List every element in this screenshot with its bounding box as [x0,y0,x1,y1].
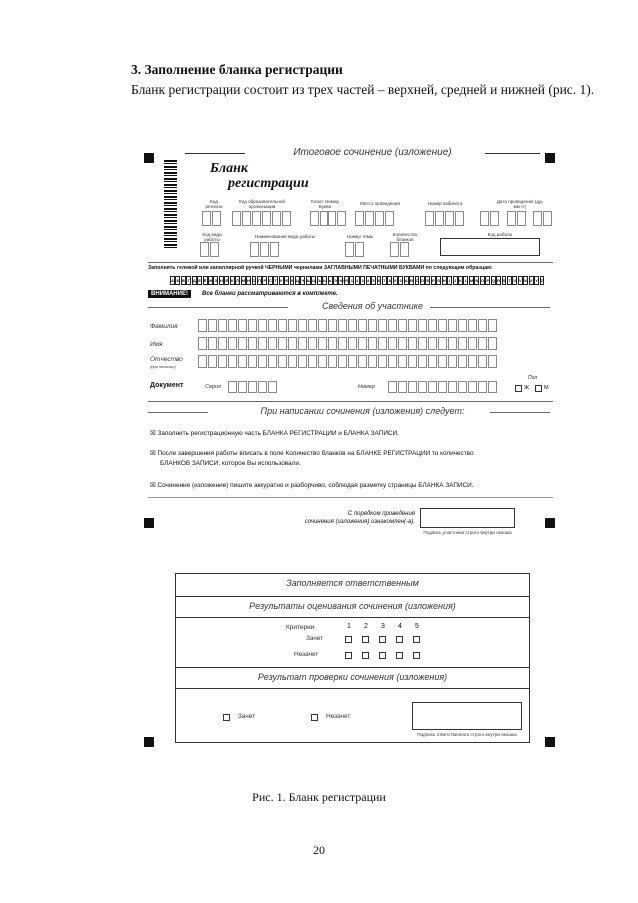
input-cell[interactable] [272,211,281,226]
input-cell[interactable] [478,337,487,350]
input-cell[interactable] [198,355,207,368]
input-cell[interactable] [258,381,267,393]
input-cell[interactable] [378,355,387,368]
input-cell[interactable] [298,337,307,350]
input-cell[interactable] [268,381,277,393]
patronymic-label: Отчество [150,356,183,363]
rule-2b: БЛАНКОВ ЗАПИСИ, которое Вы использовали. [160,460,301,467]
input-cell[interactable] [270,242,279,257]
sample-char: Ф [285,278,289,283]
sample-char: М [241,278,245,283]
sample-char: 7 [383,278,386,283]
input-cell[interactable] [408,355,417,368]
input-cell[interactable] [232,211,241,226]
series-label: Серия [205,384,222,390]
input-cell[interactable] [318,319,327,332]
sample-char: И [219,278,223,283]
input-cell[interactable] [418,319,427,332]
work-code-box[interactable] [440,238,540,256]
check-fail-label: Незачет [326,713,351,720]
input-cell[interactable] [260,242,269,257]
input-cell[interactable] [398,355,407,368]
sample-char: O [480,278,484,283]
input-cell[interactable] [278,355,287,368]
sample-char: А [171,278,174,283]
input-cell[interactable] [368,355,377,368]
input-cell[interactable] [398,337,407,350]
input-cell[interactable] [288,337,297,350]
criterion-pass-checkbox[interactable] [345,636,352,643]
criterion-fail-checkbox[interactable] [362,652,369,659]
input-cell[interactable] [428,381,437,393]
sample-char: T [508,278,511,283]
input-cell[interactable] [385,211,394,226]
input-cell[interactable] [248,381,257,393]
responsible-signature-box[interactable] [412,702,522,730]
input-cell[interactable] [468,319,477,332]
participant-section-title: Сведения об участнике [321,301,424,311]
input-cell[interactable] [328,319,337,332]
input-cell[interactable] [533,211,542,226]
input-cell[interactable] [250,242,259,257]
sample-char: Ч [301,278,305,283]
criterion-number: 3 [381,623,385,630]
name-label: Имя [150,341,163,348]
input-cell[interactable] [375,211,384,226]
patronymic-hint: (при наличии) [150,364,176,369]
criterion-pass-checkbox[interactable] [413,636,420,643]
sample-char: 3 [361,278,364,283]
input-cell[interactable] [327,211,336,226]
input-cell[interactable] [458,337,467,350]
input-cell[interactable] [258,337,267,350]
input-cell[interactable] [348,319,357,332]
sample-char: B [410,278,414,283]
input-cell[interactable] [248,319,257,332]
input-cell[interactable] [468,381,477,393]
sample-char: Р [263,278,267,283]
input-cell[interactable] [445,211,454,226]
document-label: Документ [150,382,184,389]
sample-char: Ь [328,278,332,283]
input-cell[interactable] [368,319,377,332]
input-cell[interactable] [268,355,277,368]
input-cell[interactable] [418,337,427,350]
check-pass-checkbox[interactable] [223,714,230,721]
input-cell[interactable] [282,211,291,226]
input-cell[interactable] [355,211,364,226]
sample-char: 9 [394,278,397,283]
input-cell[interactable] [507,211,516,226]
input-cell[interactable] [478,381,487,393]
sample-char: F [432,278,435,283]
sample-char: U [513,278,517,283]
criterion-pass-checkbox[interactable] [396,636,403,643]
input-cell[interactable] [488,355,497,368]
acknowledge-text: С порядком проведения сочинения (изложения) ознакомлен(-а). [304,511,415,525]
sample-char: П [257,278,261,283]
input-cell[interactable] [448,319,457,332]
criterion-fail-checkbox[interactable] [345,652,352,659]
input-cell[interactable] [338,337,347,350]
sample-char: M [469,278,474,283]
sample-char: D [421,278,424,283]
input-cell[interactable] [238,355,247,368]
criterion-fail-checkbox[interactable] [379,652,386,659]
input-cell[interactable] [278,319,287,332]
sample-char: Е [198,278,201,283]
sample-char: Э [334,278,337,283]
sample-char: 8 [388,278,391,283]
input-cell[interactable] [318,337,327,350]
sample-char: V [518,278,522,283]
input-cell[interactable] [458,355,467,368]
input-cell[interactable] [438,319,447,332]
input-cell[interactable] [455,211,464,226]
input-cell[interactable] [345,242,354,257]
input-cell[interactable] [388,337,397,350]
registration-form-figure: Итоговое сочинение (изложение) Бланк регистрации Код региона Код образовательной организации Класс Номер Буква Место проведения Номер кабинета Дата проведения (дд-мм-гг) Код вида работы Наименование вида работы Номер темы Количество бланков Код работы Заполнять гелевой или капиллярной ручкой ЧЕРНЫМИ чернилами ЗАГЛАВНЫМИ ПЕЧАТНЫМИ БУКВАМИ по следующим образцам: А Б В Г Д Е Ё Ж З И Й К Л М Н О П Р С Т У Ф Х Ц Ч Ш Щ Ъ Ы Ь Э Ю Я 1 2 3 4 5 6 7 8 9 0 A B C D E F G H I J K L M N O P Q R S T U V W X Y Z ВНИМАНИЕ! Все бланки рассматриваются в комплекте. Сведения об участнике Фамилия Имя Отчество (при наличии) Документ Серия Номер Пол Ж М При написании сочинения (изложения) следует: ☒ Заполнить регистрационную часть БЛАНКА РЕГИСТРАЦИИ и БЛАНКА ЗАПИСИ. ☒ После завершения работы вписать в поле Количество бланков на БЛАНКЕ РЕГИСТРАЦИИ то количество БЛАНКОВ ЗАПИСИ, которое Вы использовали. ☒ Сочинение (изложение) пишите аккуратно и разборчиво, соблюдая разметку страницы БЛАНКА ЗАПИСИ. С порядком проведения сочинения (изложения) ознакомлен(-а). Подпись участника строго внутри окошка Заполняется ответственным Результаты оценивания сочинения (изложения) Критерии Зачет Незачет Результат проверки сочинения (изложения) Зачет Незачет Подпись ответственного строго внутри окошка 1 2 3 4 5 [140,145,565,755]
sample-char: Ю [339,278,344,283]
input-cell[interactable] [268,337,277,350]
input-cell[interactable] [368,337,377,350]
input-cell[interactable] [238,381,247,393]
sample-char: Ё [203,278,207,283]
input-cell[interactable] [543,211,552,226]
input-cell[interactable] [358,337,367,350]
sample-char: 2 [356,278,359,283]
sample-char: A [404,278,408,283]
gender-f-checkbox[interactable] [515,385,522,392]
responsible-title: Заполняется ответственным [286,578,419,588]
input-cell[interactable] [242,211,251,226]
sample-char: 5 [372,278,375,283]
input-cell[interactable] [228,355,237,368]
form-logo: Бланк регистрации [210,161,309,191]
sample-char: Х [290,278,294,283]
sample-char: W [524,278,529,283]
input-cell[interactable] [388,355,397,368]
input-cell[interactable] [238,337,247,350]
rule-2a: ☒ После завершения работы вписать в поле Количество бланков на БЛАНКЕ РЕГИСТРАЦИИ то количество [150,450,474,457]
input-cell[interactable] [398,319,407,332]
input-cell[interactable] [262,211,271,226]
corner-marker-top-left [144,153,154,163]
sample-char: Л [236,278,240,283]
input-cell[interactable] [228,319,237,332]
rule-1: ☒ Заполнить регистрационную часть БЛАНКА РЕГИСТРАЦИИ и БЛАНКА ЗАПИСИ. [150,430,399,437]
criterion-fail-checkbox[interactable] [413,652,420,659]
input-cell[interactable] [348,355,357,368]
gender-m-checkbox[interactable] [535,385,542,392]
input-cell[interactable] [488,319,497,332]
criterion-fail-checkbox[interactable] [396,652,403,659]
input-cell[interactable] [288,355,297,368]
attention-text: Все бланки рассматриваются в комплекте. [202,291,338,297]
corner-marker-mid-right [545,518,555,528]
input-cell[interactable] [288,319,297,332]
sample-char: Я [344,278,348,283]
corner-marker-mid-left [144,518,154,528]
sample-char: О [252,278,256,283]
criterion-number: 2 [364,623,368,630]
input-cell[interactable] [438,355,447,368]
barcode [164,160,177,248]
input-cell[interactable] [212,211,221,226]
input-cell[interactable] [448,337,457,350]
sample-characters [170,276,545,286]
corner-marker-top-right [545,153,555,163]
input-cell[interactable] [418,381,427,393]
sample-char: Щ [312,278,317,283]
sample-char: Б [176,278,180,283]
sample-char: Ц [296,278,299,283]
surname-label: Фамилия [150,323,178,330]
sample-char: P [486,278,489,283]
input-cell[interactable] [490,211,499,226]
input-cell[interactable] [298,355,307,368]
sample-char: Ж [209,278,213,283]
input-cell[interactable] [468,355,477,368]
input-cell[interactable] [408,319,417,332]
input-cell[interactable] [488,381,497,393]
criteria-label: Критерии [286,624,315,631]
gender-label: Пол [528,375,538,381]
input-cell[interactable] [418,355,427,368]
input-cell[interactable] [358,319,367,332]
input-cell[interactable] [408,381,417,393]
input-cell[interactable] [388,319,397,332]
input-cell[interactable] [378,319,387,332]
input-cell[interactable] [198,337,207,350]
input-cell[interactable] [428,337,437,350]
input-cell[interactable] [248,355,257,368]
criterion-number: 5 [415,623,419,630]
check-title: Результат проверки сочинения (изложения) [257,672,448,682]
input-cell[interactable] [278,337,287,350]
input-cell[interactable] [338,355,347,368]
input-cell[interactable] [238,319,247,332]
sample-char: З [214,278,218,283]
input-cell[interactable] [228,381,237,393]
input-cell[interactable] [480,211,489,226]
input-cell[interactable] [248,337,257,350]
participant-signature-box[interactable] [420,508,515,528]
input-cell[interactable] [218,355,227,368]
input-cell[interactable] [348,337,357,350]
sample-char: 0 [399,278,402,283]
input-cell[interactable] [398,381,407,393]
rules-section-title: При написании сочинения (изложения) следует: [260,406,465,416]
check-fail-checkbox[interactable] [311,714,318,721]
section-heading: 3. Заполнение бланка регистрации [131,62,343,77]
input-cell[interactable] [310,211,319,226]
sample-char: L [464,278,468,283]
input-cell[interactable] [428,355,437,368]
sample-char: E [426,278,430,283]
input-cell[interactable] [208,337,217,350]
input-cell[interactable] [358,355,367,368]
criterion-pass-checkbox[interactable] [379,636,386,643]
sample-char: Н [247,278,250,283]
input-cell[interactable] [378,337,387,350]
input-cell[interactable] [478,355,487,368]
results-title: Результаты оценивания сочинения (изложения) [249,601,456,611]
input-cell[interactable] [435,211,444,226]
input-cell[interactable] [517,211,526,226]
sample-char: Y [535,278,538,283]
corner-marker-bottom-left [144,737,154,747]
input-cell[interactable] [252,211,261,226]
sample-char: С [268,278,272,283]
input-cell[interactable] [308,337,317,350]
input-cell[interactable] [268,319,277,332]
form-header-title: Итоговое сочинение (изложение) [293,147,452,158]
criterion-pass-checkbox[interactable] [362,636,369,643]
criterion-number: 4 [398,623,402,630]
attention-badge: ВНИМАНИЕ! [148,290,191,298]
input-cell[interactable] [200,242,209,257]
responsible-block: Заполняется ответственным Результаты оценивания сочинения (изложения) Критерии Зачет Незачет Результат проверки сочинения (изложения) Зачет Незачет Подпись ответственного строго внутри окошка 1 2 3 4 5 [175,573,530,743]
sample-char: Ш [306,278,311,283]
sample-char: S [502,278,506,283]
fail-row-label: Незачет [294,651,319,658]
sample-char: R [497,278,500,283]
input-cell[interactable] [328,355,337,368]
input-cell[interactable] [328,337,337,350]
input-cell[interactable] [338,319,347,332]
sample-char: J [453,278,457,283]
input-cell[interactable] [202,211,211,226]
sample-char: Ъ [317,278,322,283]
sample-char: I [449,278,451,283]
sample-char: H [442,278,446,283]
sample-char: K [459,278,462,283]
input-cell[interactable] [218,337,227,350]
sample-char: N [475,278,479,283]
input-cell[interactable] [218,319,227,332]
sample-char: 4 [366,278,370,283]
input-cell[interactable] [448,355,457,368]
input-cell[interactable] [425,211,434,226]
criterion-number: 1 [347,623,351,630]
figure-caption: Рис. 1. Бланк регистрации [252,790,386,804]
sample-char: У [279,278,283,283]
pass-row-label: Зачет [306,635,324,642]
input-cell[interactable] [258,355,267,368]
input-cell[interactable] [198,319,207,332]
input-cell[interactable] [408,337,417,350]
rule-3: ☒ Сочинение (изложение) пишите аккуратно и разборчиво, соблюдая разметку страницы БЛАНКА ЗАПИСИ. [150,482,474,489]
sample-char: К [231,278,234,283]
input-cell[interactable] [428,319,437,332]
input-cell[interactable] [388,381,397,393]
sample-char: Д [192,278,196,283]
input-cell[interactable] [228,337,237,350]
intro-paragraph: Бланк регистрации состоит из трех частей – верхней, средней и нижней (рис. 1). [131,82,595,97]
check-pass-label: Зачет [238,713,256,720]
input-cell[interactable] [210,242,219,257]
input-cell[interactable] [458,381,467,393]
input-cell[interactable] [318,355,327,368]
sample-char: В [181,278,185,283]
corner-marker-bottom-right [545,737,555,747]
input-cell[interactable] [337,211,346,226]
sample-char: Q [491,278,495,283]
sample-char: Й [225,278,229,283]
input-cell[interactable] [400,242,409,257]
input-cell[interactable] [488,337,497,350]
fill-instruction: Заполнять гелевой или капиллярной ручкой ЧЕРНЫМИ чернилами ЗАГЛАВНЫМИ ПЕЧАТНЫМИ БУКВАМИ по следующим образцам: [148,265,493,271]
input-cell[interactable] [365,211,374,226]
sample-char: 6 [377,278,381,283]
page-number: 20 [313,843,325,857]
input-cell[interactable] [298,319,307,332]
input-cell[interactable] [208,319,217,332]
input-cell[interactable] [355,242,364,257]
input-cell[interactable] [308,355,317,368]
input-cell[interactable] [258,319,267,332]
sample-char: Г [187,278,190,283]
sample-char: C [415,278,419,283]
sample-char: 1 [350,278,353,283]
input-cell[interactable] [448,381,457,393]
input-cell[interactable] [308,319,317,332]
sample-char: G [437,278,441,283]
sample-char: X [529,278,533,283]
input-cell[interactable] [458,319,467,332]
sample-char: Ы [323,278,328,283]
sample-char: Z [540,278,544,283]
input-cell[interactable] [438,337,447,350]
input-cell[interactable] [468,337,477,350]
sample-char: Т [274,278,277,283]
number-label: Номер [358,384,375,390]
input-cell[interactable] [478,319,487,332]
input-cell[interactable] [390,242,399,257]
input-cell[interactable] [208,355,217,368]
input-cell[interactable] [438,381,447,393]
